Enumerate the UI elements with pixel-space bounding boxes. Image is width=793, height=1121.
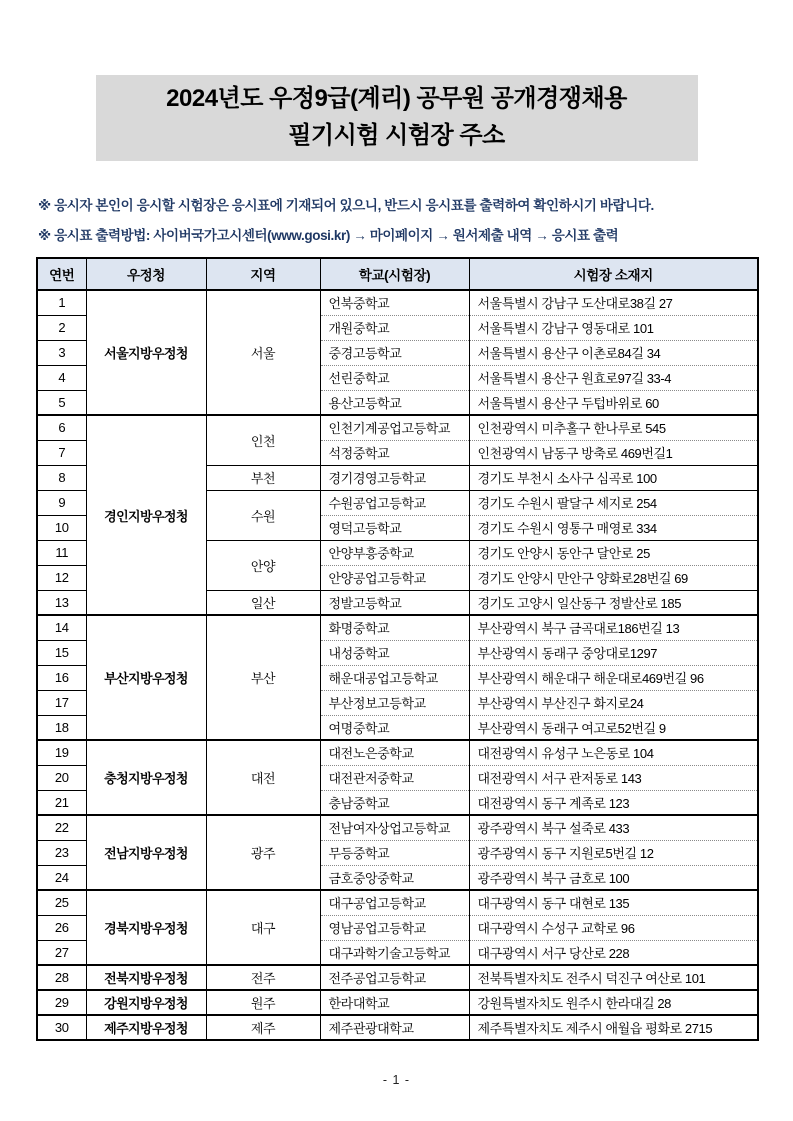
school-cell: 영남공업고등학교	[320, 915, 469, 940]
address-cell: 서울특별시 강남구 영동대로 101	[469, 315, 758, 340]
table-row	[37, 1015, 758, 1040]
region-cell: 서울	[206, 290, 320, 415]
header-address: 시험장 소재지	[469, 258, 758, 290]
address-cell: 인천광역시 남동구 방축로 469번길1	[469, 440, 758, 465]
school-cell: 전주공업고등학교	[320, 965, 469, 990]
row-number-cell: 19	[37, 740, 86, 765]
school-cell: 한라대학교	[320, 990, 469, 1015]
row-number-cell: 6	[37, 415, 86, 440]
row-number-cell: 24	[37, 865, 86, 890]
school-cell: 부산정보고등학교	[320, 690, 469, 715]
page-number: - 1 -	[382, 1073, 411, 1087]
school-cell: 충남중학교	[320, 790, 469, 815]
address-cell: 대전광역시 동구 계족로 123	[469, 790, 758, 815]
school-cell: 경기경영고등학교	[320, 465, 469, 490]
address-cell: 경기도 안양시 만안구 양화로28번길 69	[469, 565, 758, 590]
school-cell: 제주관광대학교	[320, 1015, 469, 1040]
header-no: 연번	[37, 258, 86, 290]
notice-line-2: ※ 응시표 출력방법: 사이버국가고시센터(www.gosi.kr) → 마이페이지 → 원서제출 내역 → 응시표 출력	[38, 228, 619, 243]
address-cell: 제주특별자치도 제주시 애월읍 평화로 2715	[469, 1015, 758, 1040]
row-number-cell: 17	[37, 690, 86, 715]
title-line-1: 2024년도 우정9급(계리) 공무원 공개경쟁채용	[166, 85, 627, 112]
address-cell: 부산광역시 부산진구 화지로24	[469, 690, 758, 715]
row-number-cell: 10	[37, 515, 86, 540]
address-cell: 서울특별시 용산구 원효로97길 33-4	[469, 365, 758, 390]
school-cell: 전남여자상업고등학교	[320, 815, 469, 840]
row-number-cell: 1	[37, 290, 86, 315]
school-cell: 석정중학교	[320, 440, 469, 465]
table-row	[37, 890, 758, 915]
row-number-cell: 3	[37, 340, 86, 365]
table-row	[37, 990, 758, 1015]
row-number-cell: 26	[37, 915, 86, 940]
row-number-cell: 13	[37, 590, 86, 615]
table-row	[37, 290, 758, 315]
school-cell: 화명중학교	[320, 615, 469, 640]
table-row	[37, 415, 758, 440]
table-body	[37, 290, 758, 1040]
school-cell: 언북중학교	[320, 290, 469, 315]
school-cell: 안양공업고등학교	[320, 565, 469, 590]
school-cell: 개원중학교	[320, 315, 469, 340]
region-cell: 대전	[206, 740, 320, 815]
school-cell: 대구과학기술고등학교	[320, 940, 469, 965]
address-cell: 서울특별시 강남구 도산대로38길 27	[469, 290, 758, 315]
office-cell: 서울지방우정청	[86, 290, 206, 415]
school-cell: 수원공업고등학교	[320, 490, 469, 515]
school-cell: 대전노은중학교	[320, 740, 469, 765]
row-number-cell: 4	[37, 365, 86, 390]
office-cell: 부산지방우정청	[86, 615, 206, 740]
address-cell: 경기도 부천시 소사구 심곡로 100	[469, 465, 758, 490]
row-number-cell: 14	[37, 615, 86, 640]
row-number-cell: 5	[37, 390, 86, 415]
school-cell: 안양부흥중학교	[320, 540, 469, 565]
office-cell: 제주지방우정청	[86, 1015, 206, 1040]
address-cell: 부산광역시 동래구 중앙대로1297	[469, 640, 758, 665]
region-cell: 부천	[206, 465, 320, 490]
region-cell: 전주	[206, 965, 320, 990]
address-cell: 경기도 고양시 일산동구 정발산로 185	[469, 590, 758, 615]
title-line-2: 필기시험 시험장 주소	[288, 122, 505, 149]
school-cell: 선린중학교	[320, 365, 469, 390]
address-cell: 광주광역시 북구 설죽로 433	[469, 815, 758, 840]
region-cell: 수원	[206, 490, 320, 540]
region-cell: 제주	[206, 1015, 320, 1040]
address-cell: 경기도 수원시 영통구 매영로 334	[469, 515, 758, 540]
title-box	[96, 75, 698, 161]
header-office: 우정청	[86, 258, 206, 290]
address-cell: 인천광역시 미추홀구 한나루로 545	[469, 415, 758, 440]
row-number-cell: 22	[37, 815, 86, 840]
row-number-cell: 20	[37, 765, 86, 790]
address-cell: 대구광역시 수성구 교학로 96	[469, 915, 758, 940]
address-cell: 서울특별시 용산구 이촌로84길 34	[469, 340, 758, 365]
row-number-cell: 25	[37, 890, 86, 915]
table-row	[37, 740, 758, 765]
school-cell: 인천기계공업고등학교	[320, 415, 469, 440]
address-cell: 대전광역시 서구 관저동로 143	[469, 765, 758, 790]
region-cell: 안양	[206, 540, 320, 590]
table-row	[37, 965, 758, 990]
address-cell: 광주광역시 동구 지원로5번길 12	[469, 840, 758, 865]
row-number-cell: 11	[37, 540, 86, 565]
address-cell: 부산광역시 북구 금곡대로186번길 13	[469, 615, 758, 640]
row-number-cell: 8	[37, 465, 86, 490]
office-cell: 충청지방우정청	[86, 740, 206, 815]
address-cell: 서울특별시 용산구 두텁바위로 60	[469, 390, 758, 415]
office-cell: 경북지방우정청	[86, 890, 206, 965]
school-cell: 금호중앙중학교	[320, 865, 469, 890]
school-cell: 영덕고등학교	[320, 515, 469, 540]
school-cell: 내성중학교	[320, 640, 469, 665]
row-number-cell: 9	[37, 490, 86, 515]
header-region: 지역	[206, 258, 320, 290]
address-cell: 경기도 안양시 동안구 달안로 25	[469, 540, 758, 565]
school-cell: 중경고등학교	[320, 340, 469, 365]
school-cell: 무등중학교	[320, 840, 469, 865]
row-number-cell: 7	[37, 440, 86, 465]
address-cell: 전북특별자치도 전주시 덕진구 여산로 101	[469, 965, 758, 990]
address-cell: 부산광역시 해운대구 해운대로469번길 96	[469, 665, 758, 690]
school-cell: 대구공업고등학교	[320, 890, 469, 915]
address-cell: 경기도 수원시 팔달구 세지로 254	[469, 490, 758, 515]
region-cell: 부산	[206, 615, 320, 740]
office-cell: 경인지방우정청	[86, 415, 206, 615]
table-row	[37, 815, 758, 840]
notice-line-1: ※ 응시자 본인이 응시할 시험장은 응시표에 기재되어 있으니, 반드시 응시표를 출력하여 확인하시기 바랍니다.	[38, 198, 654, 213]
address-cell: 대구광역시 서구 당산로 228	[469, 940, 758, 965]
header-school: 학교(시험장)	[320, 258, 469, 290]
row-number-cell: 21	[37, 790, 86, 815]
row-number-cell: 2	[37, 315, 86, 340]
region-cell: 원주	[206, 990, 320, 1015]
school-cell: 해운대공업고등학교	[320, 665, 469, 690]
address-cell: 광주광역시 북구 금호로 100	[469, 865, 758, 890]
address-cell: 부산광역시 동래구 여고로52번길 9	[469, 715, 758, 740]
office-cell: 강원지방우정청	[86, 990, 206, 1015]
row-number-cell: 27	[37, 940, 86, 965]
row-number-cell: 28	[37, 965, 86, 990]
school-cell: 대전관저중학교	[320, 765, 469, 790]
region-cell: 대구	[206, 890, 320, 965]
address-cell: 강원특별자치도 원주시 한라대길 28	[469, 990, 758, 1015]
row-number-cell: 30	[37, 1015, 86, 1040]
table-row	[37, 615, 758, 640]
address-cell: 대전광역시 유성구 노은동로 104	[469, 740, 758, 765]
region-cell: 광주	[206, 815, 320, 890]
office-cell: 전북지방우정청	[86, 965, 206, 990]
school-cell: 여명중학교	[320, 715, 469, 740]
school-cell: 정발고등학교	[320, 590, 469, 615]
row-number-cell: 12	[37, 565, 86, 590]
exam-site-table	[36, 257, 759, 1041]
row-number-cell: 15	[37, 640, 86, 665]
notice-block	[38, 197, 760, 245]
address-cell: 대구광역시 동구 대현로 135	[469, 890, 758, 915]
row-number-cell: 16	[37, 665, 86, 690]
region-cell: 인천	[206, 415, 320, 465]
row-number-cell: 29	[37, 990, 86, 1015]
office-cell: 전남지방우정청	[86, 815, 206, 890]
row-number-cell: 18	[37, 715, 86, 740]
table-header-row	[37, 258, 758, 290]
row-number-cell: 23	[37, 840, 86, 865]
region-cell: 일산	[206, 590, 320, 615]
school-cell: 용산고등학교	[320, 390, 469, 415]
